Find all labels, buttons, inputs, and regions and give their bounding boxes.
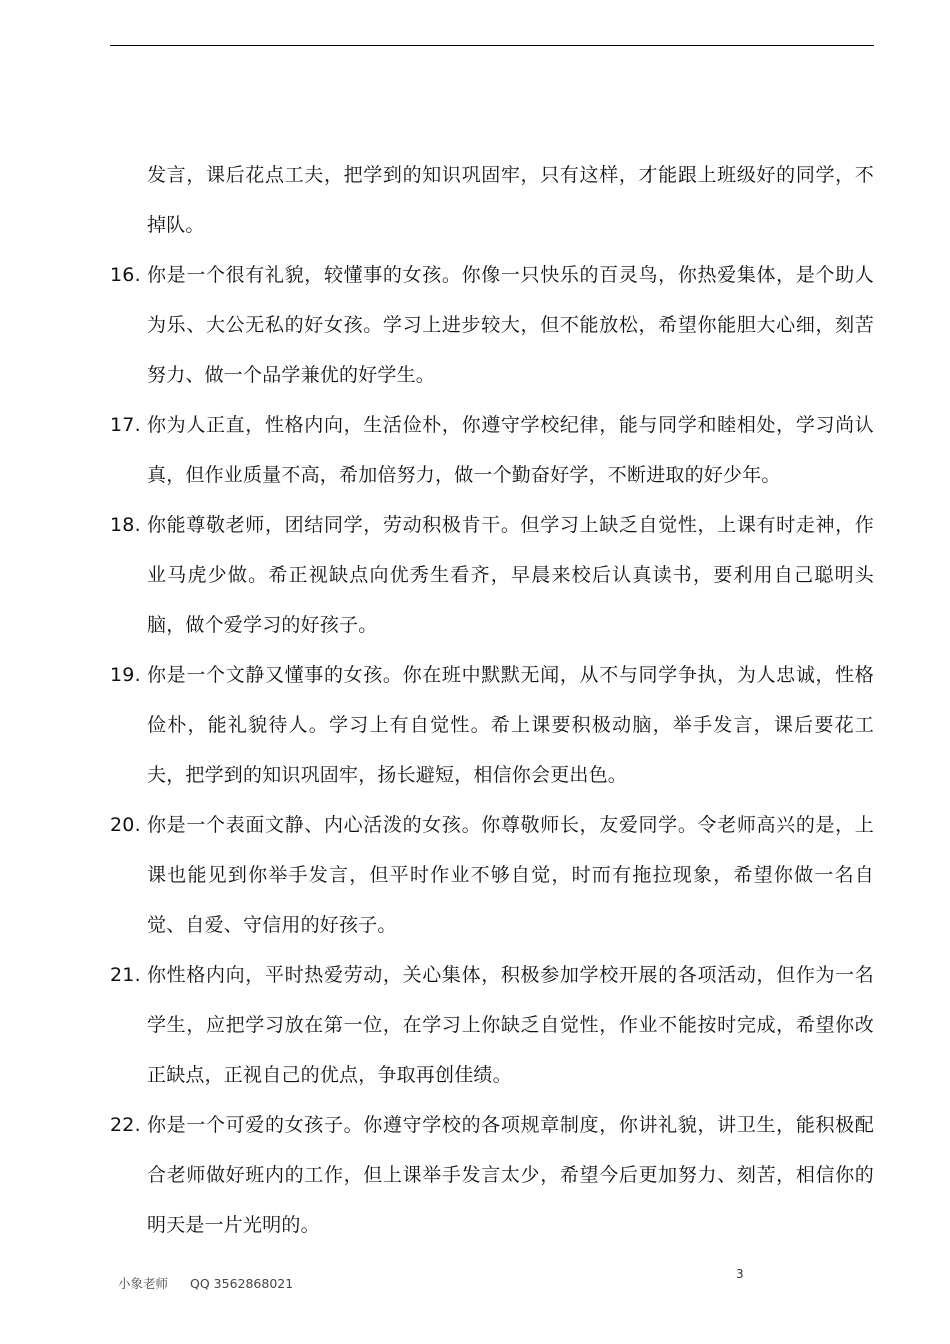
list-item-number: 20. (110, 814, 141, 836)
footer-author: 小象老师 (118, 1276, 169, 1291)
page-number: 3 (736, 1267, 744, 1281)
list-item-text: 你为人正直，性格内向，生活俭朴，你遵守学校纪律，能与同学和睦相处，学习尚认真，但作业质量不高，希加倍努力，做一个勤奋好学，不断进取的好少年。 (147, 414, 874, 486)
list-item (110, 950, 874, 1100)
document-body (110, 150, 874, 1250)
list-item-text: 你能尊敬老师，团结同学，劳动积极肯干。但学习上缺乏自觉性，上课有时走神，作业马虎少做。希正视缺点向优秀生看齐，早晨来校后认真读书，要利用自己聪明头脑，做个爱学习的好孩子。 (147, 514, 874, 636)
list-item (110, 400, 874, 500)
list-item (110, 500, 874, 650)
list-item-text: 你性格内向，平时热爱劳动，关心集体，积极参加学校开展的各项活动，但作为一名学生，应把学习放在第一位，在学习上你缺乏自觉性，作业不能按时完成，希望你改正缺点，正视自己的优点，争取再创佳绩。 (147, 964, 874, 1086)
list-item-number: 18. (110, 514, 141, 536)
list-item-number: 21. (110, 964, 141, 986)
list-item (110, 250, 874, 400)
list-item (110, 650, 874, 800)
footer-contact: QQ 3562868021 (190, 1276, 294, 1291)
header-rule (110, 45, 874, 46)
footer (118, 1276, 293, 1292)
list-item (110, 800, 874, 950)
continuation-paragraph: 发言，课后花点工夫，把学到的知识巩固牢，只有这样，才能跟上班级好的同学，不掉队。 (147, 164, 874, 236)
list-item-text: 你是一个表面文静、内心活泼的女孩。你尊敬师长，友爱同学。令老师高兴的是，上课也能见到你举手发言，但平时作业不够自觉，时而有拖拉现象，希望你做一名自觉、自爱、守信用的好孩子。 (147, 814, 874, 936)
list-item-text: 你是一个文静又懂事的女孩。你在班中默默无闻，从不与同学争执，为人忠诚，性格俭朴，能礼貌待人。学习上有自觉性。希上课要积极动脑，举手发言，课后要花工夫，把学到的知识巩固牢，扬长避短，相信你会更出色。 (147, 664, 874, 786)
list-item-text: 你是一个可爱的女孩子。你遵守学校的各项规章制度，你讲礼貌，讲卫生，能积极配合老师做好班内的工作，但上课举手发言太少，希望今后更加努力、刻苦，相信你的明天是一片光明的。 (147, 1114, 874, 1236)
list-item-number: 19. (110, 664, 141, 686)
list-item (110, 1100, 874, 1250)
list-item-number: 16. (110, 264, 141, 286)
list-item-text: 你是一个很有礼貌，较懂事的女孩。你像一只快乐的百灵鸟，你热爱集体，是个助人为乐、大公无私的好女孩。学习上进步较大，但不能放松，希望你能胆大心细，刻苦努力、做一个品学兼优的好学生。 (147, 264, 874, 386)
list-item-number: 17. (110, 414, 141, 436)
list-item-number: 22. (110, 1114, 141, 1136)
